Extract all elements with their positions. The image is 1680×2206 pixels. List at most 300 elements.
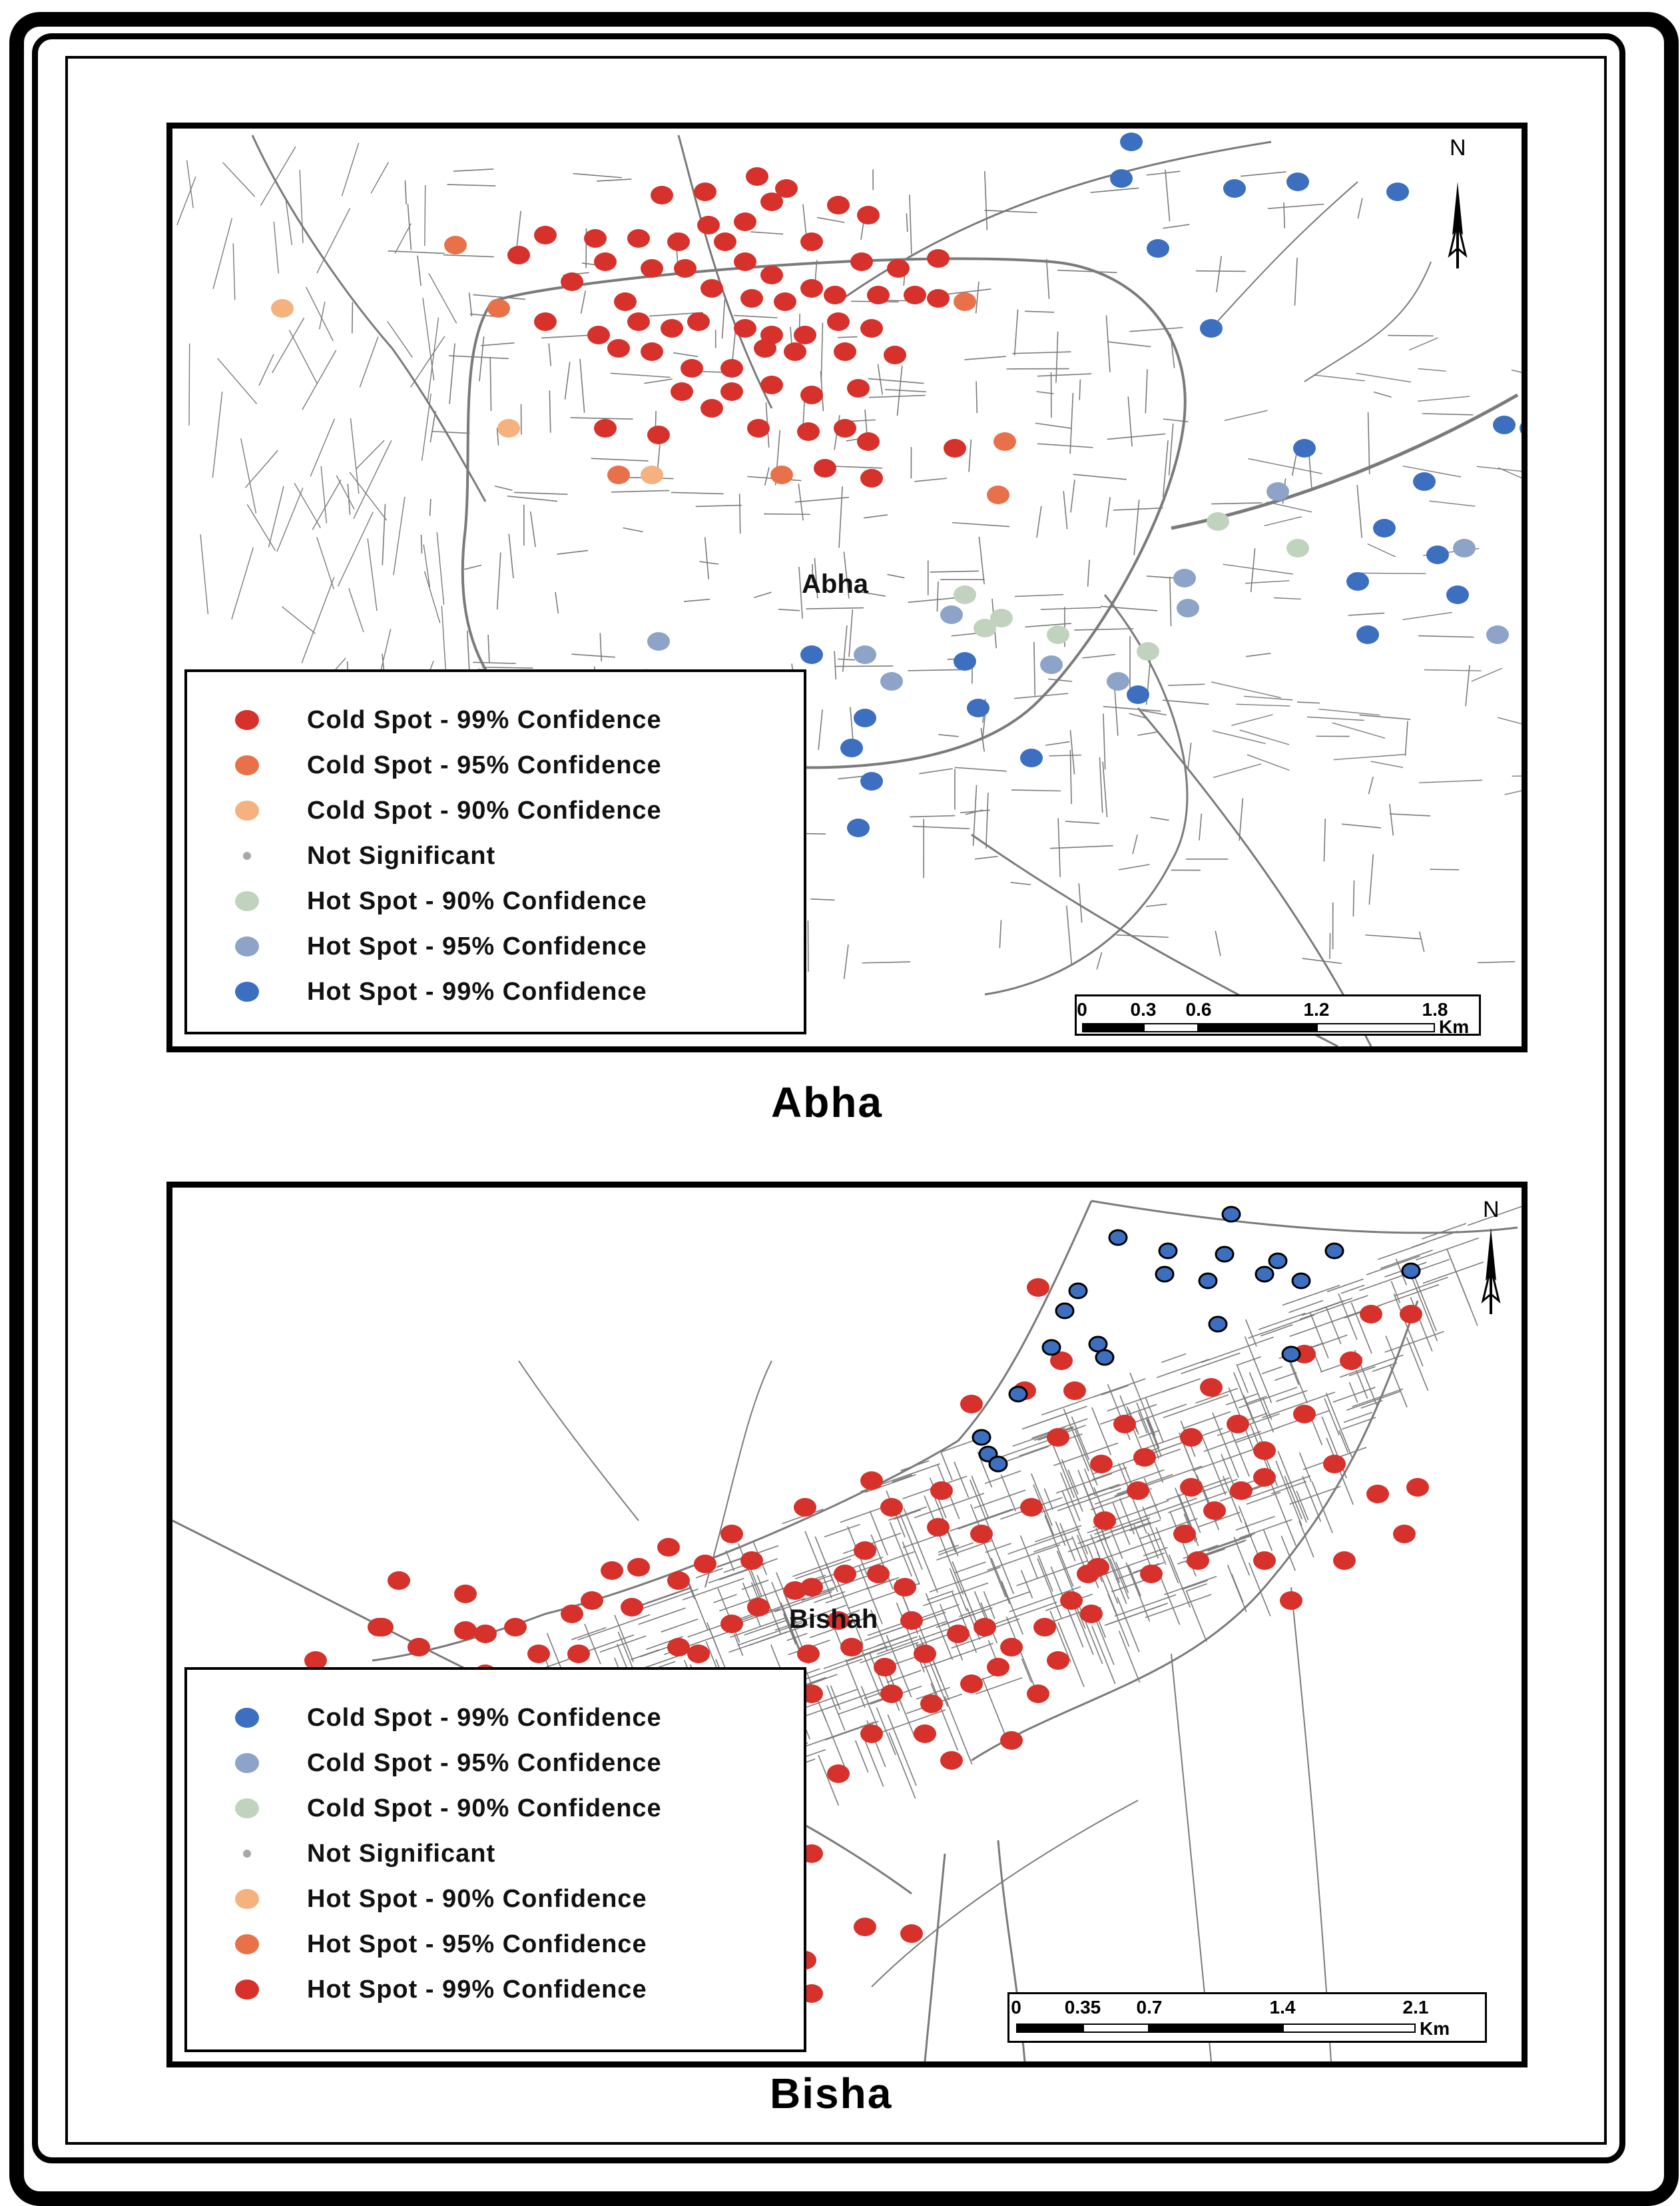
abha-street bbox=[1366, 935, 1421, 939]
bisha-point-hot-99 bbox=[920, 1694, 943, 1713]
abha-legend-item bbox=[187, 879, 804, 924]
bisha-street bbox=[1276, 1391, 1307, 1401]
bisha-legend-swatch bbox=[187, 1798, 307, 1818]
abha-street bbox=[321, 466, 326, 524]
bisha-street bbox=[815, 1537, 834, 1583]
abha-street bbox=[1142, 711, 1167, 715]
abha-street bbox=[1146, 904, 1167, 907]
abha-street bbox=[431, 432, 469, 434]
bisha-street bbox=[1349, 1382, 1357, 1403]
abha-street bbox=[1409, 338, 1438, 350]
abha-street bbox=[282, 607, 315, 634]
bisha-point-hot-99 bbox=[1253, 1468, 1276, 1487]
bisha-point-cold-99 bbox=[1282, 1347, 1300, 1361]
bisha-street bbox=[806, 1674, 838, 1685]
abha-street bbox=[810, 899, 834, 901]
abha-scale-seg bbox=[1316, 1023, 1435, 1032]
abha-point-hot-99 bbox=[1446, 585, 1469, 604]
abha-point-cold-95 bbox=[607, 466, 630, 484]
abha-scale-seg bbox=[1143, 1023, 1199, 1032]
bisha-point-hot-99 bbox=[1280, 1591, 1302, 1610]
bisha-street bbox=[1341, 1285, 1364, 1293]
abha-street bbox=[368, 538, 377, 611]
abha-street bbox=[218, 358, 257, 404]
abha-point-hot-99 bbox=[1293, 439, 1316, 458]
abha-street bbox=[1370, 761, 1403, 767]
abha-street bbox=[869, 396, 926, 398]
abha-street bbox=[507, 496, 557, 502]
abha-street bbox=[1070, 393, 1073, 454]
bisha-point-cold-99 bbox=[1216, 1247, 1233, 1262]
abha-point-cold-99 bbox=[784, 342, 806, 361]
bisha-street bbox=[856, 1740, 868, 1772]
bisha-point-hot-99 bbox=[561, 1605, 583, 1623]
abha-point-cold-99 bbox=[587, 326, 610, 344]
bisha-street bbox=[1249, 1563, 1270, 1616]
abha-point-cold-99 bbox=[857, 206, 880, 224]
bisha-point-hot-99 bbox=[474, 1625, 497, 1643]
bisha-point-hot-99 bbox=[960, 1674, 983, 1693]
bisha-point-hot-99 bbox=[947, 1625, 970, 1643]
abha-street bbox=[1099, 757, 1102, 813]
bisha-street bbox=[1416, 1238, 1479, 1260]
abha-point-hot-95 bbox=[880, 672, 903, 691]
abha-street bbox=[497, 552, 501, 609]
abha-scale-seg bbox=[1199, 1023, 1316, 1032]
abha-street bbox=[1108, 342, 1151, 346]
abha-street bbox=[177, 177, 196, 225]
abha-street bbox=[722, 300, 725, 339]
abha-street bbox=[1011, 790, 1061, 791]
abha-street bbox=[338, 512, 374, 587]
abha-point-cold-99 bbox=[594, 419, 617, 438]
abha-street bbox=[352, 302, 353, 334]
abha-street bbox=[999, 920, 1001, 948]
abha-street bbox=[684, 599, 710, 601]
abha-point-hot-95 bbox=[1266, 482, 1289, 501]
abha-road bbox=[1211, 182, 1358, 328]
bisha-point-hot-99 bbox=[1020, 1498, 1043, 1517]
abha-point-hot-99 bbox=[1020, 749, 1043, 767]
abha-point-hot-99 bbox=[1413, 472, 1436, 491]
bisha-street bbox=[1164, 1577, 1217, 1595]
bisha-point-hot-99 bbox=[740, 1551, 763, 1570]
bisha-point-hot-99 bbox=[667, 1638, 690, 1656]
bisha-point-hot-99 bbox=[800, 1578, 823, 1597]
abha-point-hot-90 bbox=[954, 585, 976, 604]
bisha-point-hot-99 bbox=[1173, 1525, 1196, 1543]
abha-street bbox=[975, 857, 998, 859]
bisha-street bbox=[1406, 1337, 1428, 1391]
abha-street bbox=[852, 420, 876, 421]
bisha-street bbox=[1044, 1489, 1053, 1510]
abha-street bbox=[259, 354, 274, 386]
bisha-street bbox=[976, 1678, 1022, 1694]
bisha-point-hot-99 bbox=[914, 1645, 936, 1663]
abha-legend-swatch bbox=[187, 891, 307, 911]
abha-street bbox=[1231, 715, 1272, 725]
abha-street bbox=[1223, 564, 1293, 574]
abha-point-cold-99 bbox=[651, 186, 673, 204]
abha-legend-item bbox=[187, 833, 804, 879]
abha-street bbox=[488, 635, 489, 663]
abha-street bbox=[955, 767, 1007, 771]
bisha-point-hot-99 bbox=[694, 1555, 716, 1573]
abha-point-cold-99 bbox=[827, 312, 850, 331]
bisha-point-hot-99 bbox=[601, 1561, 623, 1580]
abha-street bbox=[300, 170, 303, 243]
bisha-legend-label: Not Significant bbox=[307, 1840, 495, 1868]
abha-street bbox=[611, 373, 671, 377]
abha-point-hot-95 bbox=[1453, 539, 1476, 557]
abha-street bbox=[1294, 258, 1297, 306]
abha-street bbox=[1369, 855, 1373, 905]
abha-street bbox=[673, 353, 698, 357]
abha-place-label: Abha bbox=[802, 569, 868, 599]
abha-legend-swatch bbox=[187, 982, 307, 1002]
abha-street bbox=[430, 499, 431, 516]
abha-street bbox=[421, 535, 422, 553]
abha-legend bbox=[184, 669, 806, 1034]
abha-street bbox=[394, 497, 405, 575]
abha-point-cold-99 bbox=[860, 319, 883, 338]
abha-point-hot-99 bbox=[1223, 179, 1246, 198]
abha-street bbox=[549, 344, 551, 366]
bisha-street bbox=[889, 1732, 916, 1798]
abha-street bbox=[591, 458, 649, 461]
abha-street bbox=[1088, 560, 1089, 587]
abha-street bbox=[241, 438, 256, 514]
bisha-street bbox=[631, 1650, 659, 1660]
abha-point-cold-99 bbox=[887, 259, 910, 278]
abha-point-cold-99 bbox=[694, 183, 716, 201]
abha-street bbox=[482, 667, 533, 668]
abha-street bbox=[1129, 328, 1183, 332]
abha-street bbox=[1247, 755, 1289, 770]
abha-street bbox=[469, 292, 472, 316]
abha-point-cold-99 bbox=[671, 382, 693, 401]
bisha-street bbox=[1022, 1658, 1031, 1682]
abha-street bbox=[531, 512, 535, 547]
abha-street bbox=[189, 344, 190, 426]
bisha-legend-swatch bbox=[187, 1708, 307, 1728]
abha-street bbox=[914, 478, 947, 482]
abha-street bbox=[388, 321, 413, 357]
abha-street bbox=[1106, 497, 1110, 527]
abha-point-hot-90 bbox=[1137, 642, 1159, 661]
abha-street bbox=[1103, 713, 1105, 769]
bisha-street bbox=[927, 1591, 953, 1600]
bisha-point-cold-99 bbox=[989, 1457, 1007, 1471]
abha-street bbox=[557, 550, 588, 554]
bisha-street bbox=[1181, 1353, 1241, 1373]
bisha-point-hot-99 bbox=[1180, 1478, 1203, 1497]
abha-street bbox=[495, 486, 513, 490]
bisha-street bbox=[1139, 1434, 1187, 1451]
abha-street bbox=[317, 537, 334, 589]
bisha-point-hot-99 bbox=[454, 1585, 477, 1603]
abha-point-cold-99 bbox=[860, 469, 883, 488]
abha-scale-tick-2: 0.6 bbox=[1186, 999, 1212, 1020]
bisha-street bbox=[918, 1605, 959, 1619]
abha-street bbox=[565, 362, 570, 399]
bisha-street bbox=[822, 1709, 845, 1768]
bisha-point-hot-99 bbox=[1200, 1378, 1223, 1397]
abha-point-cold-95 bbox=[487, 299, 510, 318]
bisha-scale-tick-1: 0.35 bbox=[1065, 1997, 1101, 2018]
abha-scale-tick-0: 0 bbox=[1077, 999, 1087, 1020]
abha-street bbox=[289, 330, 317, 383]
bisha-legend-item bbox=[187, 1786, 804, 1831]
bisha-street bbox=[941, 1453, 952, 1480]
bisha-point-cold-99 bbox=[1096, 1350, 1113, 1365]
abha-street bbox=[573, 174, 622, 178]
abha-street bbox=[350, 418, 358, 494]
abha-street bbox=[1213, 731, 1266, 743]
abha-street bbox=[418, 256, 421, 286]
bisha-point-cold-99 bbox=[1109, 1230, 1127, 1245]
abha-street bbox=[964, 356, 1005, 360]
abha-point-cold-99 bbox=[687, 312, 710, 331]
bisha-point-cold-99 bbox=[1056, 1303, 1073, 1318]
abha-point-cold-99 bbox=[774, 292, 796, 311]
abha-street bbox=[821, 323, 822, 382]
bisha-point-hot-99 bbox=[1047, 1428, 1069, 1447]
bisha-point-hot-99 bbox=[667, 1571, 690, 1590]
abha-street bbox=[449, 343, 455, 404]
bisha-point-hot-99 bbox=[1140, 1565, 1163, 1583]
bisha-street bbox=[1093, 1379, 1146, 1397]
abha-street bbox=[1297, 702, 1320, 703]
abha-street bbox=[1137, 732, 1157, 735]
abha-street bbox=[571, 654, 615, 657]
bisha-point-hot-99 bbox=[1133, 1448, 1156, 1467]
bisha-point-hot-99 bbox=[987, 1658, 1009, 1676]
abha-point-hot-99 bbox=[860, 772, 883, 791]
abha-street bbox=[1015, 595, 1063, 597]
abha-point-cold-99 bbox=[594, 252, 617, 271]
abha-street bbox=[1353, 881, 1354, 917]
bisha-street bbox=[1002, 1447, 1048, 1463]
abha-street bbox=[864, 515, 888, 518]
abha-point-hot-95 bbox=[1486, 625, 1509, 644]
abha-point-cold-99 bbox=[720, 382, 743, 401]
abha-street bbox=[1037, 444, 1093, 448]
bisha-point-hot-99 bbox=[900, 1924, 923, 1943]
bisha-point-cold-99 bbox=[1223, 1207, 1240, 1222]
bisha-scale-seg bbox=[1016, 2023, 1083, 2033]
bisha-street bbox=[982, 1678, 1005, 1735]
abha-point-hot-95 bbox=[1107, 672, 1129, 691]
abha-street bbox=[481, 343, 514, 346]
bisha-street bbox=[985, 1471, 1021, 1483]
abha-street bbox=[1266, 502, 1312, 512]
bisha-point-hot-99 bbox=[1340, 1351, 1362, 1370]
abha-point-hot-99 bbox=[1147, 239, 1169, 258]
abha-street bbox=[302, 577, 334, 663]
abha-street bbox=[232, 548, 254, 619]
bisha-street bbox=[1187, 1591, 1207, 1642]
abha-street bbox=[600, 633, 601, 661]
abha-street bbox=[985, 171, 987, 230]
abha-street bbox=[411, 336, 445, 388]
bisha-street bbox=[1001, 1475, 1015, 1511]
abha-point-cold-99 bbox=[754, 339, 776, 358]
bisha-street bbox=[1378, 1285, 1439, 1306]
abha-street bbox=[580, 359, 585, 413]
abha-street bbox=[1419, 780, 1482, 783]
bisha-street bbox=[1113, 1503, 1129, 1545]
abha-street bbox=[1478, 962, 1515, 963]
bisha-point-hot-99 bbox=[900, 1611, 923, 1630]
abha-street bbox=[395, 224, 411, 254]
abha-point-cold-99 bbox=[834, 419, 856, 438]
abha-street bbox=[1106, 315, 1109, 372]
abha-scale-seg bbox=[1082, 1023, 1143, 1032]
abha-point-cold-99 bbox=[740, 289, 763, 308]
abha-street bbox=[306, 287, 334, 341]
bisha-point-hot-99 bbox=[827, 1764, 850, 1783]
abha-street bbox=[213, 218, 232, 289]
abha-street bbox=[1199, 814, 1201, 841]
bisha-street bbox=[974, 1490, 1025, 1508]
north-arrow-icon bbox=[1483, 1228, 1499, 1314]
abha-street bbox=[1035, 423, 1072, 428]
bisha-point-hot-99 bbox=[794, 1498, 816, 1517]
abha-point-cold-99 bbox=[797, 422, 820, 441]
bisha-street bbox=[1274, 1373, 1296, 1381]
abha-point-hot-99 bbox=[1493, 416, 1516, 434]
bisha-street bbox=[1262, 1367, 1282, 1374]
abha-point-hot-99 bbox=[800, 645, 823, 664]
bisha-street bbox=[991, 1558, 1010, 1604]
bisha-street bbox=[888, 1669, 915, 1738]
bisha-street bbox=[1237, 1357, 1261, 1365]
abha-street bbox=[1418, 396, 1470, 401]
abha-street bbox=[1119, 865, 1150, 870]
bisha-street bbox=[1101, 1385, 1128, 1395]
abha-street bbox=[1215, 930, 1221, 956]
bisha-point-hot-99 bbox=[1080, 1605, 1103, 1623]
abha-point-cold-99 bbox=[700, 279, 723, 298]
abha-point-cold-99 bbox=[746, 167, 768, 186]
abha-point-cold-99 bbox=[714, 232, 736, 251]
bisha-road bbox=[519, 1361, 639, 1521]
bisha-point-hot-99 bbox=[874, 1658, 896, 1676]
bisha-street bbox=[890, 1522, 912, 1576]
bisha-point-hot-99 bbox=[1093, 1511, 1116, 1530]
bisha-point-cold-99 bbox=[1292, 1274, 1310, 1288]
bisha-legend-label: Cold Spot - 99% Confidence bbox=[307, 1704, 662, 1732]
bisha-legend-item bbox=[187, 1922, 804, 1967]
bisha-point-hot-99 bbox=[581, 1591, 603, 1610]
abha-street bbox=[1498, 717, 1522, 732]
abha-street bbox=[912, 827, 970, 829]
abha-street bbox=[581, 291, 586, 314]
bisha-point-hot-99 bbox=[960, 1395, 983, 1413]
abha-caption: Abha bbox=[771, 1078, 883, 1127]
bisha-legend-label: Cold Spot - 90% Confidence bbox=[307, 1794, 662, 1823]
abha-street bbox=[696, 506, 742, 507]
bisha-road bbox=[1291, 1587, 1331, 2061]
bisha-street bbox=[1068, 1469, 1078, 1494]
bisha-point-hot-99 bbox=[1187, 1551, 1209, 1570]
bisha-street bbox=[1092, 1407, 1111, 1455]
bisha-point-hot-99 bbox=[840, 1638, 863, 1656]
bisha-point-hot-99 bbox=[368, 1618, 390, 1637]
abha-street bbox=[844, 944, 848, 979]
bisha-road bbox=[925, 1854, 945, 2061]
bisha-scale-tick-0: 0 bbox=[1011, 1997, 1021, 2018]
bisha-point-hot-99 bbox=[797, 1645, 820, 1663]
bisha-street bbox=[930, 1567, 1001, 1592]
bisha-point-hot-99 bbox=[1033, 1618, 1056, 1637]
abha-street bbox=[1424, 670, 1482, 671]
abha-point-hot-99 bbox=[1127, 685, 1149, 704]
abha-point-cold-99 bbox=[850, 252, 873, 271]
abha-street bbox=[1103, 707, 1161, 711]
abha-street bbox=[294, 483, 320, 528]
abha-point-cold-99 bbox=[867, 286, 890, 304]
abha-point-cold-99 bbox=[800, 279, 823, 298]
abha-street bbox=[984, 210, 1037, 212]
bisha-point-hot-99 bbox=[1000, 1638, 1023, 1656]
abha-street bbox=[1512, 370, 1522, 380]
abha-street bbox=[467, 631, 469, 671]
abha-street bbox=[834, 651, 836, 679]
bisha-point-hot-99 bbox=[1360, 1305, 1382, 1323]
abha-street bbox=[350, 472, 387, 520]
abha-street bbox=[1097, 952, 1101, 970]
abha-point-cold-99 bbox=[584, 229, 607, 248]
bisha-street bbox=[958, 1507, 1023, 1529]
abha-street bbox=[930, 571, 979, 572]
abha-street bbox=[430, 411, 435, 442]
abha-scale-unit: Km bbox=[1439, 1016, 1469, 1038]
abha-street bbox=[969, 440, 971, 472]
abha-street bbox=[764, 514, 810, 515]
bisha-point-cold-99 bbox=[1402, 1264, 1420, 1278]
abha-street bbox=[1079, 380, 1080, 400]
bisha-point-hot-99 bbox=[1047, 1651, 1069, 1670]
bisha-street bbox=[826, 1579, 894, 1603]
abha-street bbox=[310, 419, 334, 477]
abha-legend-swatch bbox=[187, 852, 307, 860]
bisha-scale-seg bbox=[1149, 2023, 1282, 2033]
abha-legend-label: Cold Spot - 95% Confidence bbox=[307, 751, 662, 780]
abha-street bbox=[429, 273, 457, 323]
abha-point-cold-99 bbox=[641, 342, 663, 361]
abha-street bbox=[817, 217, 844, 222]
abha-street bbox=[1422, 414, 1473, 415]
north-arrow-icon bbox=[1450, 182, 1466, 268]
bisha-legend-dot bbox=[235, 1753, 259, 1773]
abha-street bbox=[1429, 501, 1475, 506]
abha-point-cold-99 bbox=[794, 326, 816, 344]
bisha-point-hot-99 bbox=[1127, 1481, 1149, 1500]
abha-street bbox=[1063, 491, 1067, 529]
abha-street bbox=[260, 147, 296, 205]
abha-street bbox=[849, 609, 852, 657]
bisha-point-hot-99 bbox=[1366, 1485, 1389, 1503]
abha-point-cold-99 bbox=[800, 232, 823, 251]
bisha-street bbox=[1201, 1337, 1274, 1363]
abha-street bbox=[453, 169, 493, 171]
bisha-point-hot-99 bbox=[1090, 1455, 1113, 1473]
abha-street bbox=[862, 962, 910, 963]
bisha-scale-bar bbox=[1007, 1992, 1487, 2043]
bisha-point-hot-99 bbox=[1253, 1551, 1276, 1570]
